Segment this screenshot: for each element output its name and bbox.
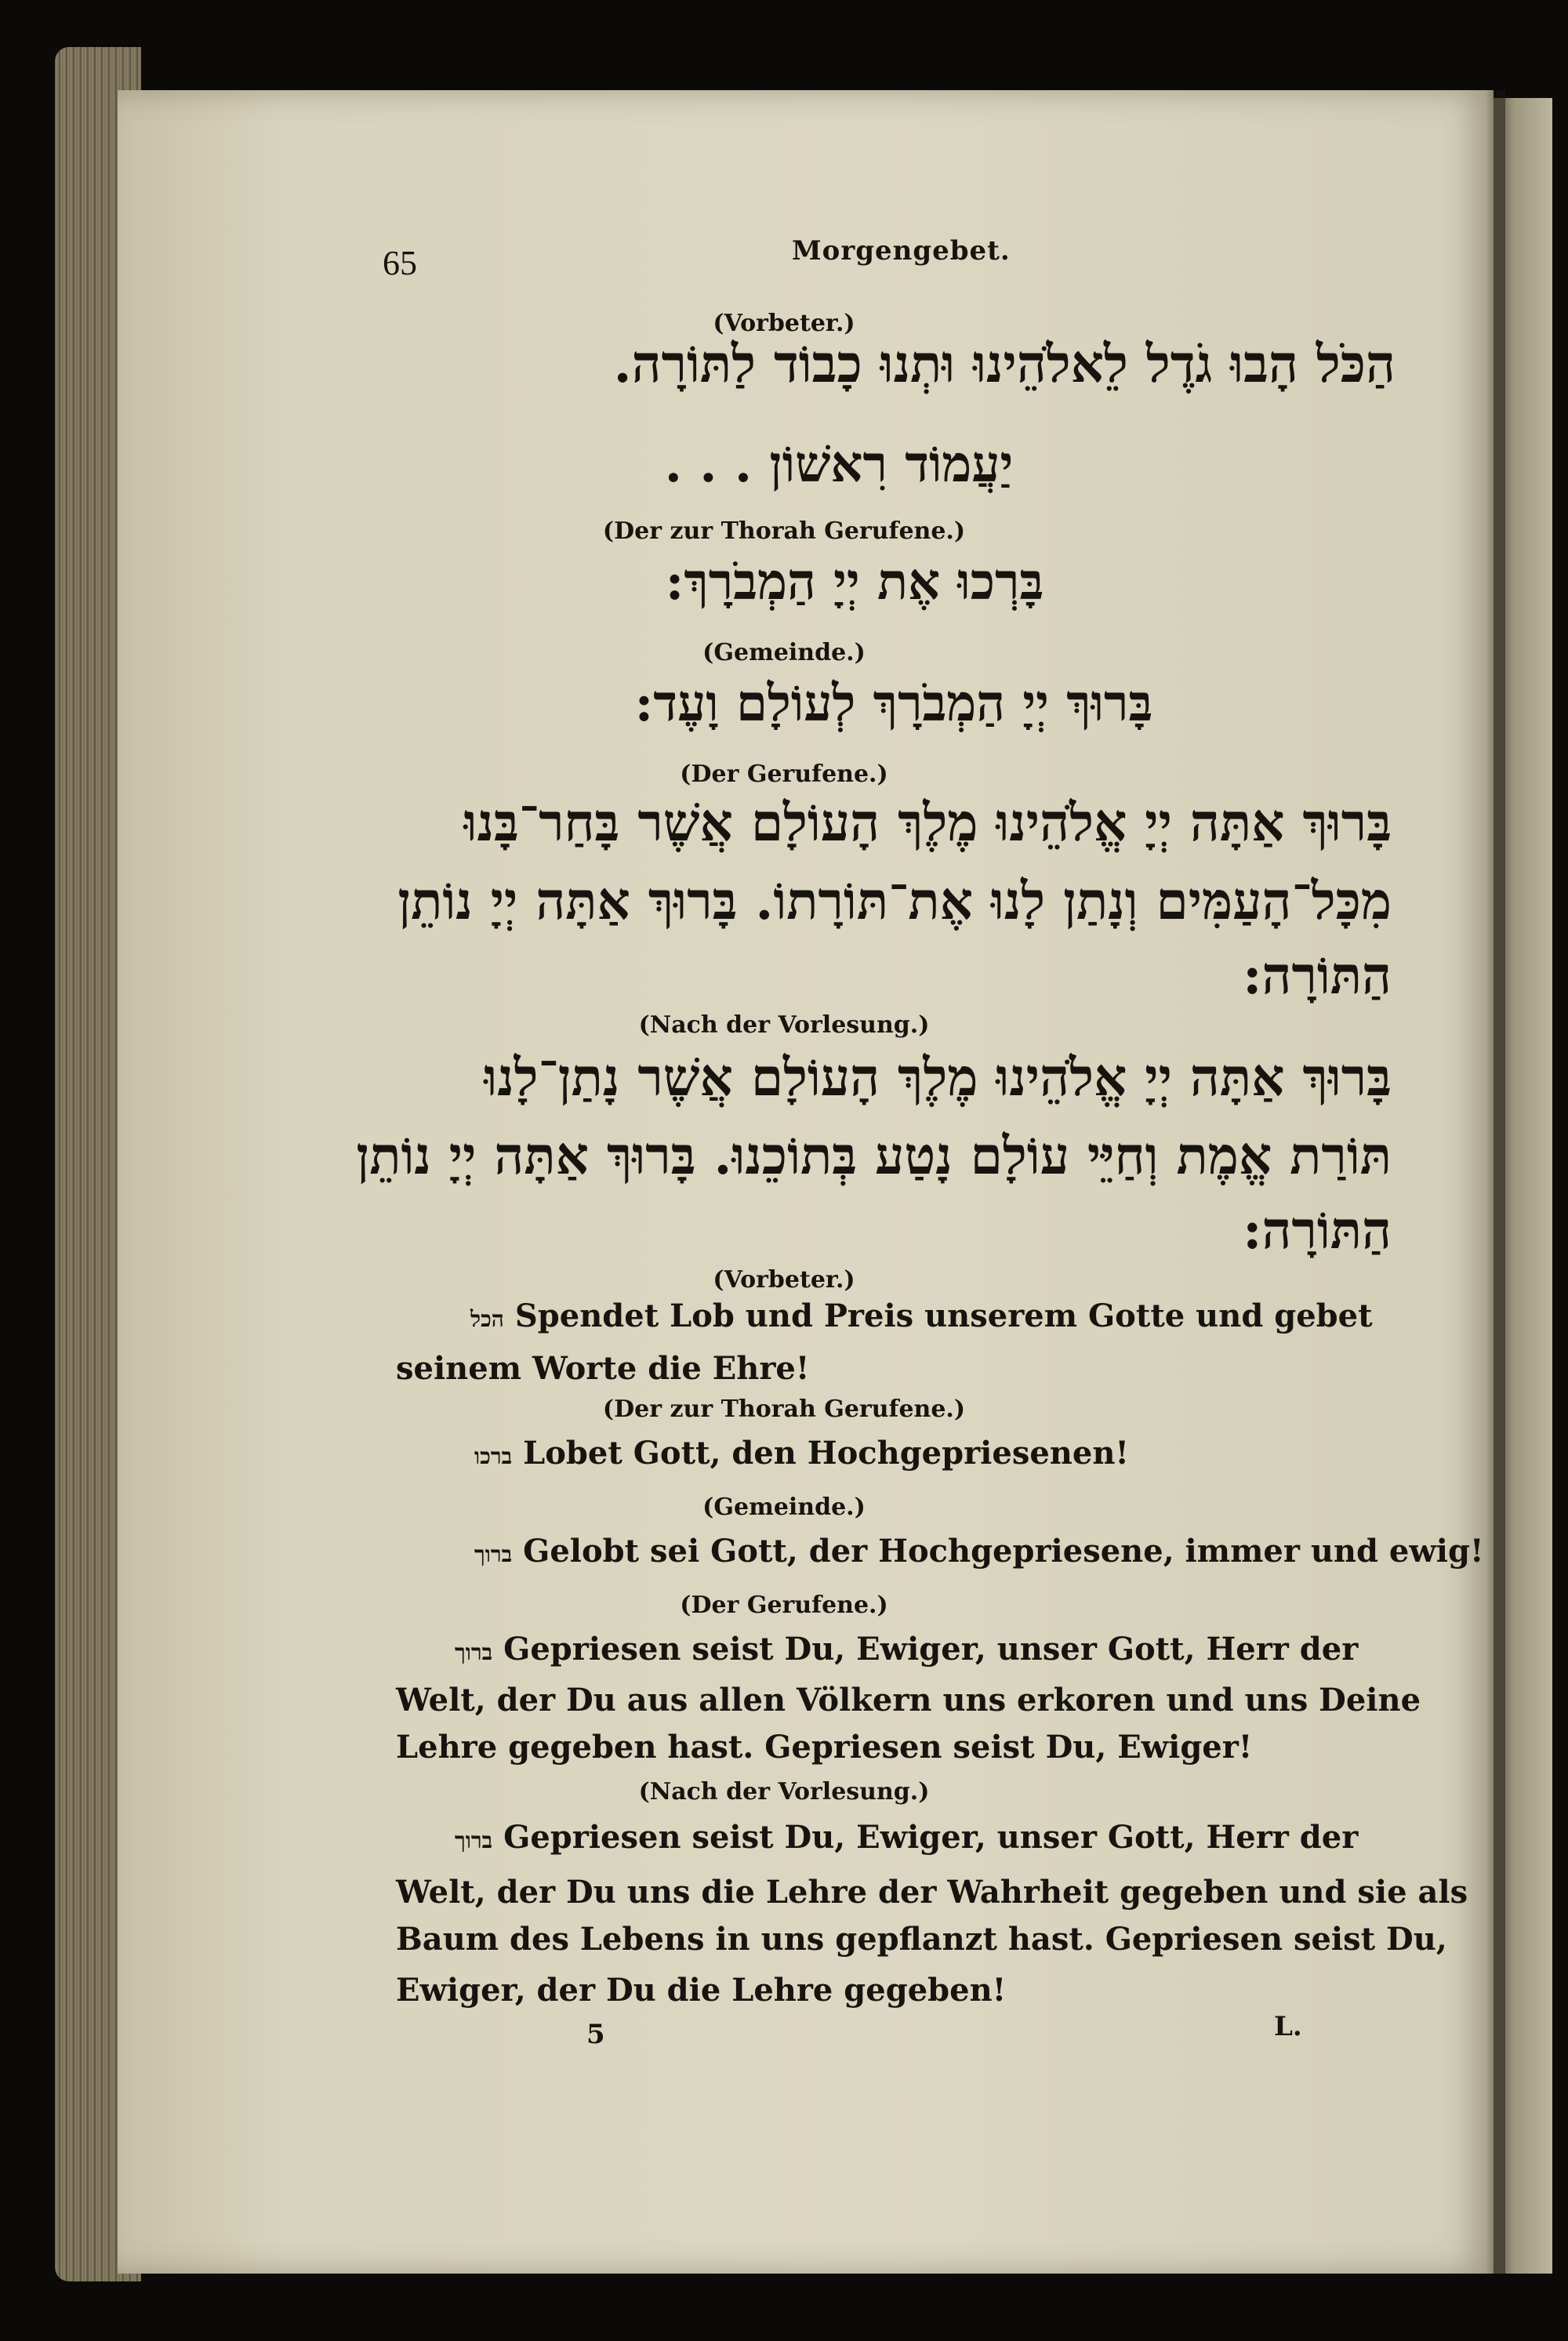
german-text: Gepriesen seist Du, Ewiger, unser Gott, Herr der (503, 1631, 1359, 1668)
signature-mark: L. (1274, 2011, 1302, 2042)
hebrew-barchu: בָּרְכוּ אֶת יְיָ הַמְבֹרָךְ: (665, 553, 1044, 612)
hebrew-blessing-before-line: הַתּוֹרָה: (1243, 945, 1392, 1006)
page-number: 65 (383, 244, 417, 282)
rubric-der-gerufene-hebrew: (Der Gerufene.) (680, 760, 888, 788)
german-text: Lobet Gott, den Hochgepriesenen! (523, 1435, 1129, 1472)
german-after-line: Baum des Lebens in uns gepflanzt hast. Gepriesen seist Du, (396, 1921, 1447, 1958)
hebrew-blessing-before-line: בָּרוּךְ אַתָּה יְיָ אֱלֹהֵינוּ מֶלֶךְ הָעוֹלָם אֲשֶׁר בָּחַר־בָּנוּ (463, 792, 1392, 853)
german-after-line (455, 1819, 1358, 1856)
rubric-gerufene-hebrew: (Der zur Thorah Gerufene.) (602, 517, 966, 545)
hebrew-keyword: ברוך (455, 1827, 493, 1853)
rubric-gerufene-german: (Der zur Thorah Gerufene.) (602, 1396, 966, 1423)
german-before-line: Lehre gegeben hast. Gepriesen seist Du, Ewiger! (396, 1729, 1253, 1766)
rubric-vorbeter-german: (Vorbeter.) (713, 1266, 855, 1294)
hebrew-keyword: הכל (470, 1306, 504, 1332)
hebrew-blessing-after-line: תּוֹרַת אֱמֶת וְחַיֵּי עוֹלָם נָטַע בְּתוֹכֵנוּ. בָּרוּךְ אַתָּה יְיָ נוֹתֵן (356, 1125, 1392, 1186)
german-before-line (455, 1631, 1358, 1668)
hebrew-hakol: הַכֹּל הָבוּ גֹדֶל לֵאלֹהֵינוּ וּתְנוּ כָבוֹד לַתּוֹרָה. (613, 333, 1396, 394)
spine-shadow (1486, 90, 1505, 2274)
german-hakol-line: seinem Worte die Ehre! (396, 1350, 810, 1387)
german-text: Spendet Lob und Preis unserem Gotte und gebet (514, 1298, 1373, 1334)
hebrew-blessing-before-line: מִכָּל־הָעַמִּים וְנָתַן לָנוּ אֶת־תּוֹרָתוֹ. בָּרוּךְ אַתָּה יְיָ נוֹתֵן (397, 870, 1392, 931)
hebrew-blessing-after-line: הַתּוֹרָה: (1243, 1200, 1392, 1261)
german-text: Gepriesen seist Du, Ewiger, unser Gott, Herr der (503, 1819, 1359, 1856)
german-after-line: Welt, der Du uns die Lehre der Wahrheit gegeben und sie als (396, 1874, 1468, 1911)
german-text: Gelobt sei Gott, der Hochgepriesene, immer und ewig! (523, 1533, 1484, 1570)
rubric-nach-german: (Nach der Vorlesung.) (638, 1778, 930, 1806)
hebrew-baruch-hamevorach: בָּרוּךְ יְיָ הַמְבֹרָךְ לְעוֹלָם וָעֶד: (634, 674, 1153, 733)
signature-number: 5 (586, 2019, 605, 2050)
hebrew-keyword: ברכו (474, 1443, 513, 1469)
rubric-gemeinde-german: (Gemeinde.) (702, 1494, 866, 1521)
german-barchu-line (474, 1435, 1129, 1472)
running-head: Morgengebet. (792, 235, 1011, 267)
rubric-nach-hebrew: (Nach der Vorlesung.) (638, 1011, 930, 1039)
rubric-vorbeter-hebrew: (Vorbeter.) (713, 310, 855, 337)
german-baruch-line (474, 1533, 1484, 1570)
rubric-gemeinde-hebrew: (Gemeinde.) (702, 639, 866, 666)
german-after-line: Ewiger, der Du die Lehre gegeben! (396, 1972, 1007, 2009)
rubric-der-gerufene-german: (Der Gerufene.) (680, 1592, 888, 1619)
hebrew-blessing-after-line: בָּרוּךְ אַתָּה יְיָ אֱלֹהֵינוּ מֶלֶךְ הָעוֹלָם אֲשֶׁר נָתַן־לָנוּ (484, 1047, 1392, 1108)
hebrew-keyword: ברוך (474, 1541, 513, 1567)
german-hakol-line (470, 1298, 1373, 1334)
hebrew-yaamod: יַעֲמוֹד רִאשׁוֹן . . . (664, 435, 1014, 494)
german-before-line: Welt, der Du aus allen Völkern uns erkoren und uns Deine (396, 1682, 1421, 1719)
hebrew-keyword: ברוך (455, 1639, 493, 1665)
